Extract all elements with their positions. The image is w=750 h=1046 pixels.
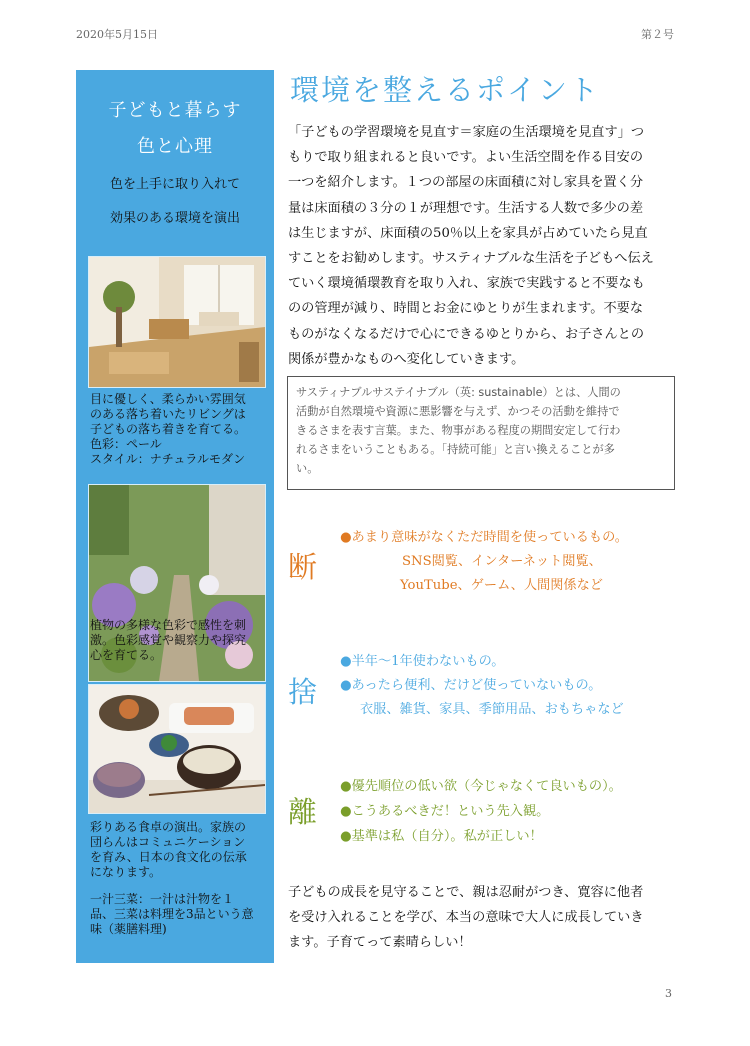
caption-line: 激。色彩感覚や観察力や探究 [90,633,247,647]
caption-line: スタイル：ナチュラルモダン [90,452,246,466]
intro-line: 「子どもの学習環境を見直す＝家庭の生活環境を見直す」つ [288,125,645,140]
dan-heading: 断 [288,550,318,584]
outro-line: ます。子育てって素晴らしい！ [288,935,472,950]
sha-heading: 捨 [288,675,318,709]
caption-line: 子どもの落ち着きを育てる。 [90,422,247,436]
sidebar-title-line2: 色と心理 [137,136,213,157]
intro-line: は生じますが、床面積の50％以上を家具が占めていたら見直 [288,225,648,241]
caption-line: 品、三菜は料理を3品という意 [90,907,254,921]
meal-caption [90,820,266,880]
caption-line: のある落ち着いたリビングは [90,407,246,421]
caption-line: になります。 [90,865,162,879]
intro-line: 一つを紹介します。１つの部屋の床面積に対し家具を置く分 [288,175,644,191]
ri-line: ●こうあるべきだ！という先入観。 [340,804,550,819]
sidebar-subtitle-line1: 色を上手に取り入れて [109,177,240,192]
caption-line: 色彩：ペール [90,437,162,451]
issue-number: 第２号 [641,28,674,41]
ri-line: ●優先順位の低い欲（今じゃなくて良いもの）。 [340,779,622,794]
sidebar [76,70,274,963]
meal-photo [88,684,266,814]
ri-heading: 離 [288,795,318,829]
definition-line: きるさまを表す言葉。また、物事がある程度の期間安定して行わ [296,424,621,437]
caption-line: 植物の多様な色彩で感性を刺 [90,618,247,632]
dan-line: YouTube、ゲーム、人間関係など [400,578,603,593]
sha-line: ●あったら便利、だけど使っていないもの。 [340,678,602,693]
intro-line: ていく環境循環教育を取り入れ、家族で実践すると不要なも [288,276,645,292]
outro-line: を受け入れることを学び、本当の意味で大人に成長していき [288,910,644,925]
issue-date: 2020年5月15日 [76,28,158,41]
caption-line: を育み、日本の食文化の伝承 [90,850,247,864]
dan-line: ●あまり意味がなくただ時間を使っているもの。 [340,530,628,545]
sidebar-title-line1: 子どもと暮らす [108,100,242,121]
caption-line: 団らんはコミュニケーション [90,835,246,849]
sha-line: 衣服、雑貨、家具、季節用品、おもちゃなど [360,702,624,717]
caption-line: 一汁三菜：一汁は汁物を１ [90,892,235,906]
outro-line: 子どもの成長を見守ることで、親は忍耐がつき、寛容に他者 [288,885,644,900]
caption-line: 心を育てる。 [90,648,163,662]
page-number: 3 [665,987,672,1000]
garden-caption [90,618,266,663]
page-title: 環境を整えるポイント [290,73,601,107]
dan-line: SNS閲覧、インターネット閲覧、 [402,554,602,569]
intro-line: 量は床面積の３分の１が理想です。生活する人数で多少の差 [288,200,644,216]
definition-line: サスティナブルサステイナブル（英: sustainable）とは、人間の [296,386,621,399]
sustainable-definition-box [287,376,675,490]
caption-line: 彩りある食卓の演出。家族の [90,820,247,834]
intro-line: のの管理が減り、時間とお金にゆとりが生まれます。不要な [288,301,644,317]
closing-paragraph [288,880,678,955]
definition-line: 活動が自然環境や資源に悪影響を与えず、かつその活動を維持で [296,405,620,418]
living-room-caption [90,392,266,467]
intro-paragraph [288,120,674,372]
definition-line: い。 [296,462,319,475]
intro-line: もりで取り組まれると良いです。よい生活空間を作る目安の [288,150,644,166]
sidebar-subtitle-line2: 効果のある環境を演出 [109,211,240,226]
intro-line: ものがなくなるだけで心にできるゆとりから、お子さんとの [288,326,645,342]
ichiju-sansai-caption [90,892,266,937]
sha-line: ●半年〜1年使わないもの。 [340,654,505,669]
caption-line: 目に優しく、柔らかい雰囲気 [90,392,246,406]
ri-line: ●基準は私（自分）。私が正しい！ [340,829,543,844]
intro-line: 関係が豊かなものへ変化していきます。 [288,351,525,367]
intro-line: すことをお勧めします。サスティナブルな生活を子どもへ伝え [288,251,654,267]
living-room-photo [88,256,266,388]
caption-line: 味（薬膳料理) [90,922,167,936]
definition-line: れるさまをいうこともある。「持続可能」と言い換えることが多 [296,443,615,456]
